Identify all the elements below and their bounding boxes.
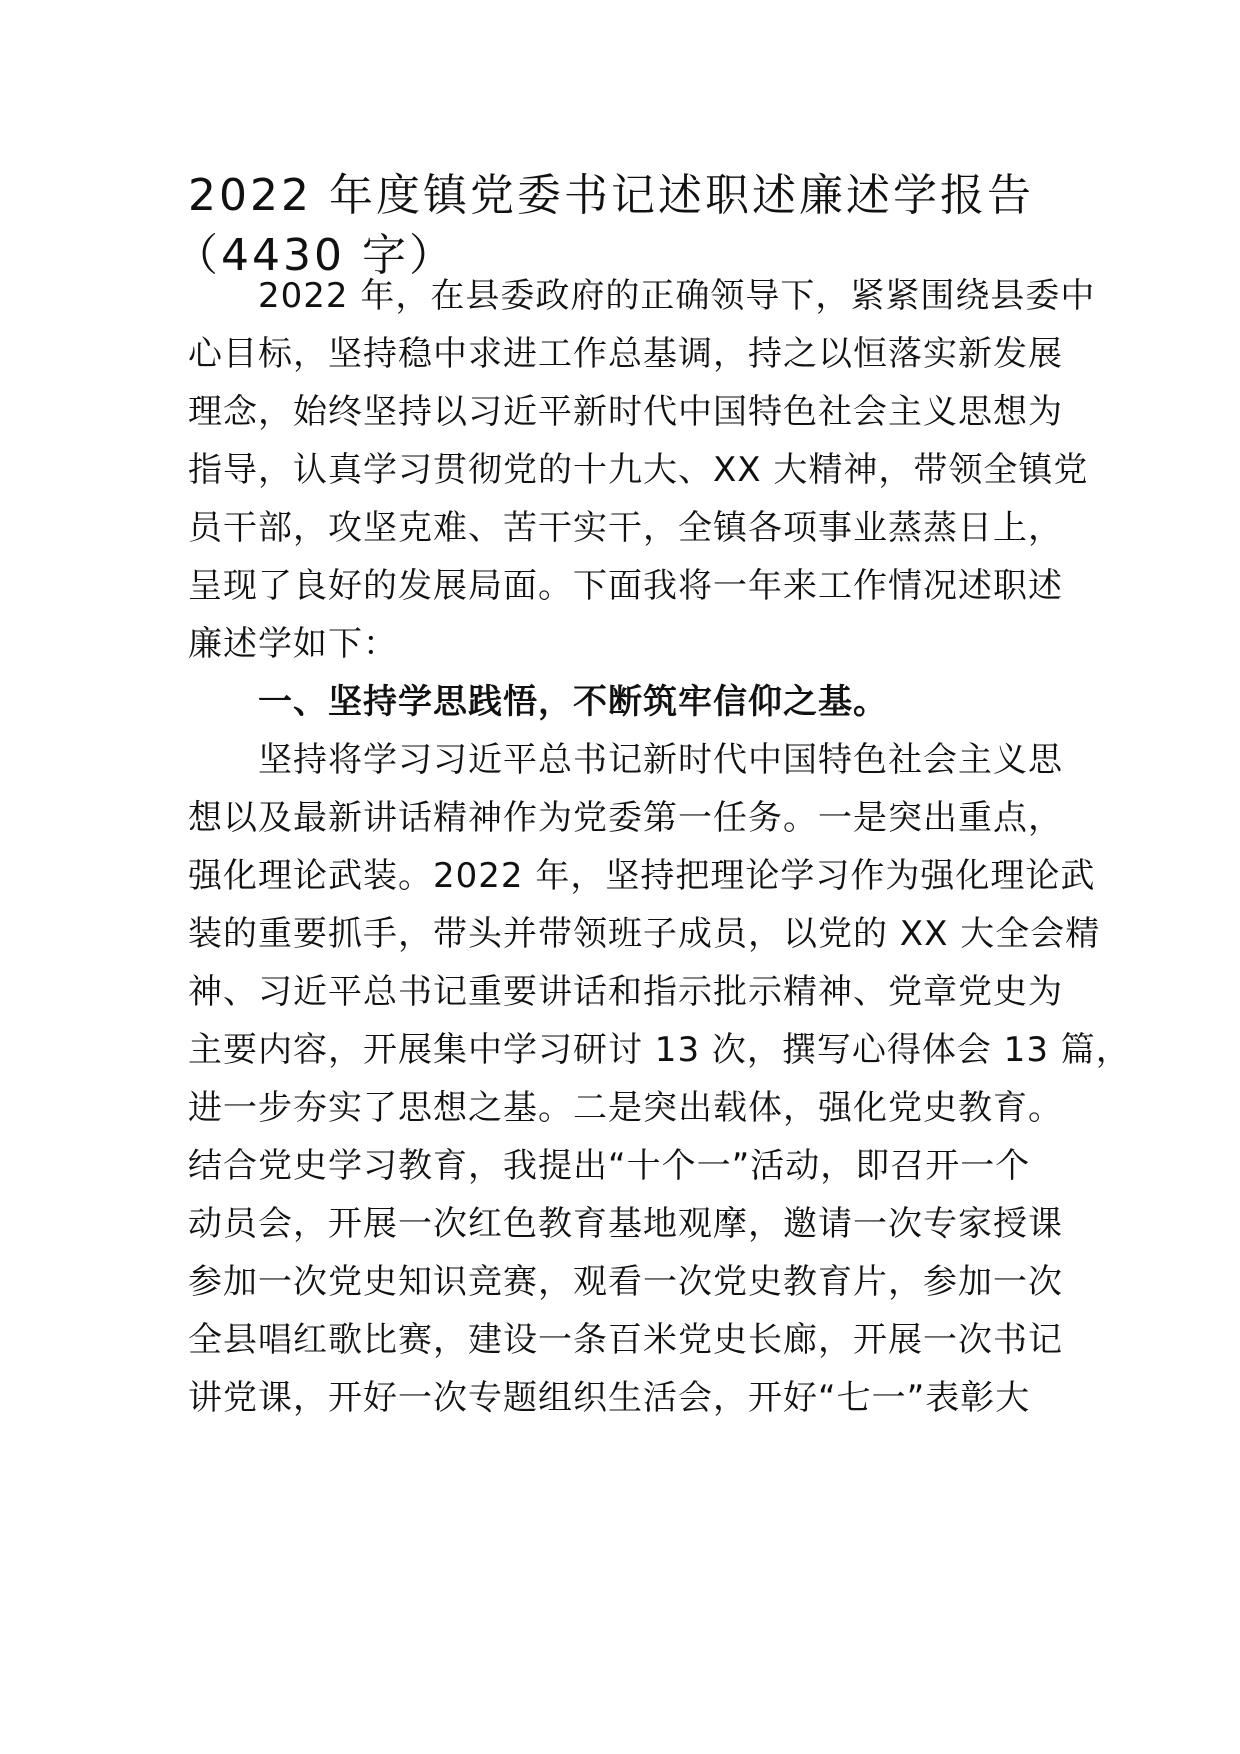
body-line: 结合党史学习教育，我提出“十个一”活动，即召开一个 [188,1146,1031,1186]
body-line: 心目标，坚持稳中求进工作总基调，持之以恒落实新发展 [188,334,1063,374]
body-line: 2022 年，在县委政府的正确领导下，紧紧围绕县委中 [188,276,1096,316]
section-heading-1: 一、坚持学思践悟，不断筑牢信仰之基。 [188,682,888,722]
body-line: 理念，始终坚持以习近平新时代中国特色社会主义思想为 [188,392,1063,432]
body-line: 坚持将学习习近平总书记新时代中国特色社会主义思 [188,740,1063,780]
body-line: 呈现了良好的发展局面。下面我将一年来工作情况述职述 [188,566,1063,606]
body-line: 强化理论武装。2022 年，坚持把理论学习作为强化理论武 [188,856,1096,896]
body-line: 主要内容，开展集中学习研讨 13 次，撰写心得体会 13 篇， [188,1030,1131,1070]
body-line: 廉述学如下： [188,624,398,664]
body-line: 讲党课，开好一次专题组织生活会，开好“七一”表彰大 [188,1378,1031,1418]
body-line: 装的重要抓手，带头并带领班子成员，以党的 XX 大全会精 [188,914,1101,954]
body-line: 想以及最新讲话精神作为党委第一任务。一是突出重点， [188,798,1063,838]
body-line: 神、习近平总书记重要讲话和指示批示精神、党章党史为 [188,972,1063,1012]
body-line: 动员会，开展一次红色教育基地观摩，邀请一次专家授课 [188,1204,1063,1244]
body-line: 参加一次党史知识竞赛，观看一次党史教育片，参加一次 [188,1262,1063,1302]
document-title [174,166,1078,286]
title-line-2: （4430 字） [174,230,456,281]
body-line: 进一步夯实了思想之基。二是突出载体，强化党史教育。 [188,1088,1063,1128]
body-line: 全县唱红歌比赛，建设一条百米党史长廊，开展一次书记 [188,1320,1063,1360]
body-line: 指导，认真学习贯彻党的十九大、XX 大精神，带领全镇党 [188,450,1089,490]
body-line: 员干部，攻坚克难、苦干实干，全镇各项事业蒸蒸日上， [188,508,1063,548]
title-line-1: 2022 年度镇党委书记述职述廉述学报告 [188,170,1034,221]
